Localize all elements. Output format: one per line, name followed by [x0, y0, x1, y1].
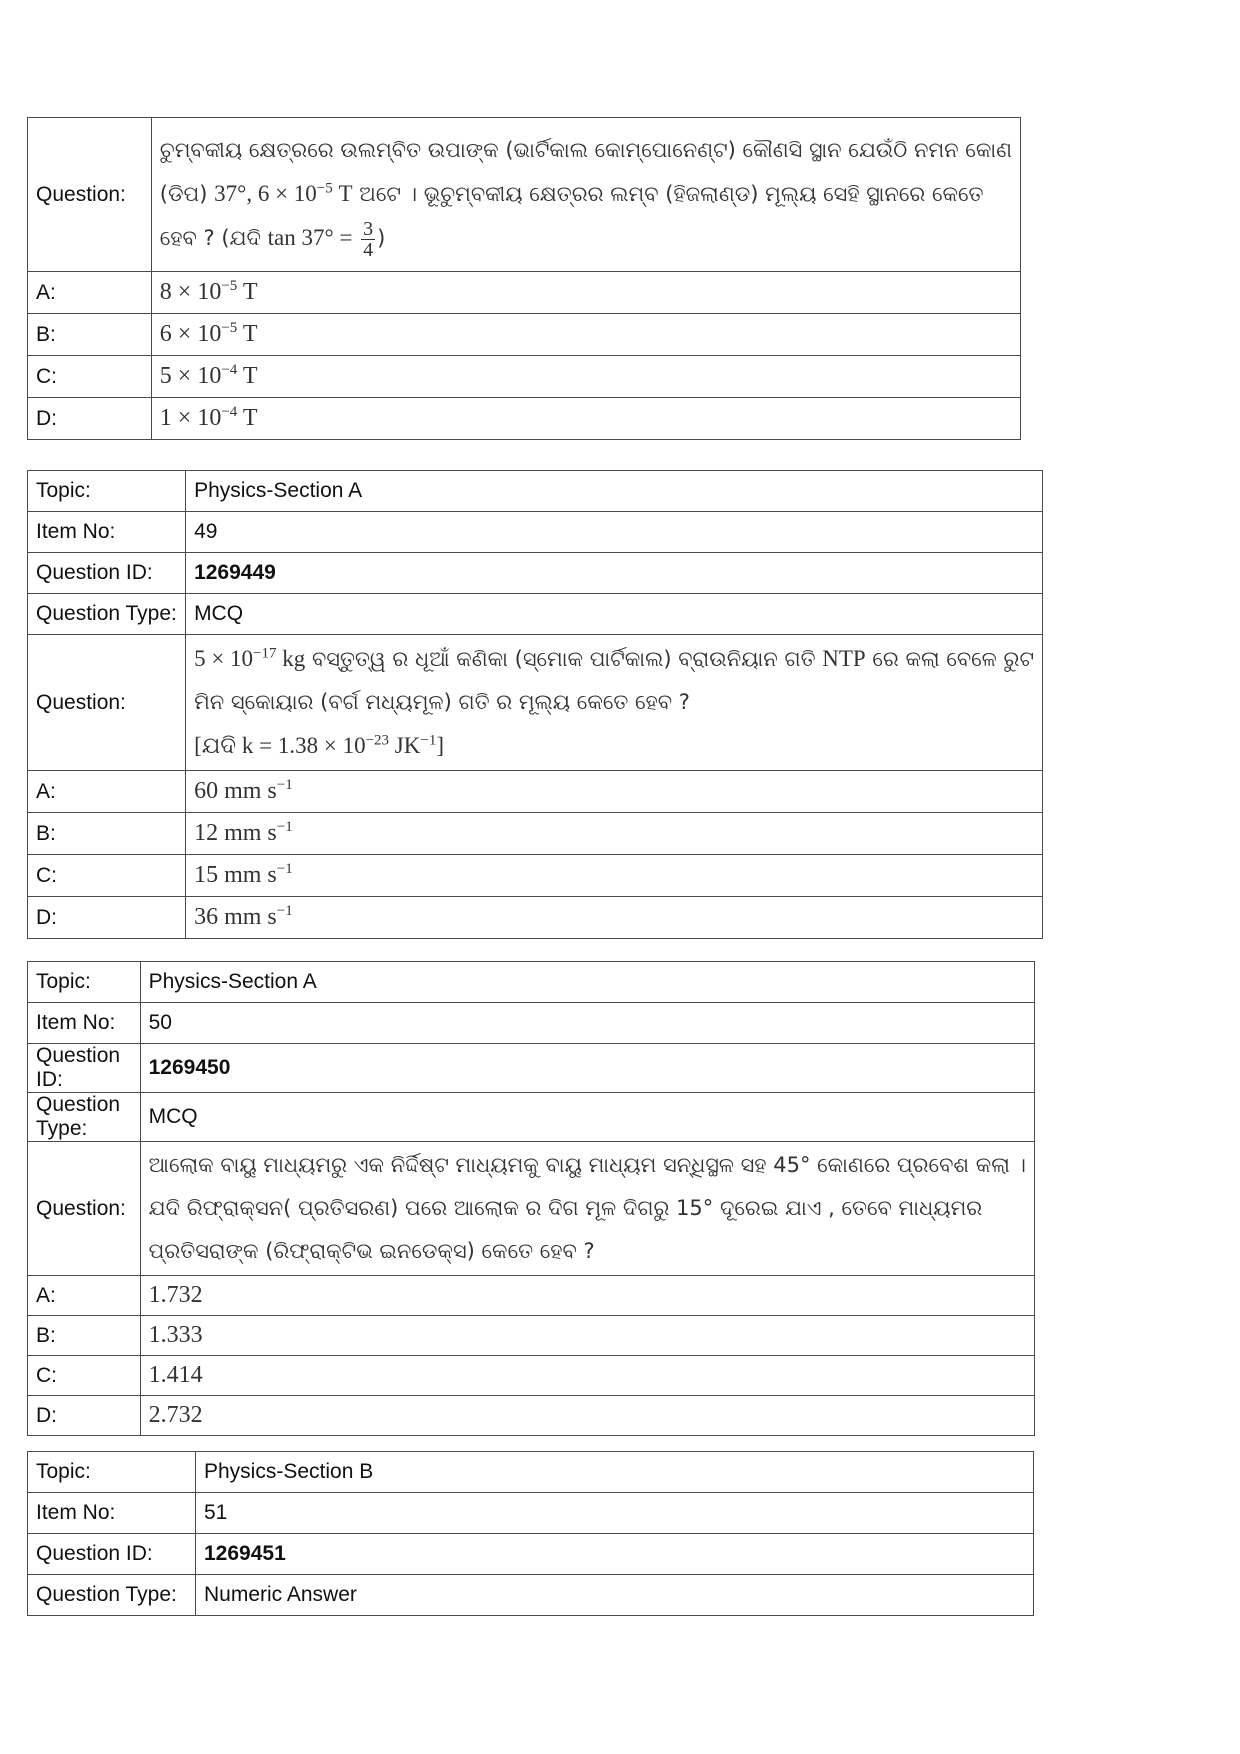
option-a-label: A: [28, 1276, 141, 1316]
question-type-value: MCQ [186, 594, 1043, 635]
option-a-row [28, 771, 1043, 813]
question-table-49 [27, 470, 1043, 939]
option-c-row [28, 1356, 1035, 1396]
option-c-row [28, 356, 1021, 398]
item-no-row [28, 512, 1043, 553]
option-d-value: 2.732 [140, 1396, 1034, 1436]
item-no-label: Item No: [28, 512, 186, 553]
topic-value: Physics-Section A [186, 471, 1043, 512]
item-no-value: 51 [196, 1493, 1034, 1534]
topic-row [28, 962, 1035, 1003]
question-label: Question: [28, 1142, 141, 1276]
topic-label: Topic: [28, 962, 141, 1003]
question-line: ଯଦି ରିଫ୍ରାକ୍ସନ( ପ୍ରତିସରଣ) ପରେ ଆଲୋକ ର ଦିଗ ମୂଳ ଦିଗରୁ 15° ଦୂରେଇ ଯାଏ , ତେବେ ମାଧ୍ୟମର [148, 1196, 983, 1220]
option-b-row [28, 1316, 1035, 1356]
item-no-label: Item No: [28, 1003, 141, 1044]
option-b-value: $6 \times 10^{-5}$ T [151, 314, 1020, 356]
option-a-row [28, 272, 1021, 314]
item-no-row [28, 1493, 1034, 1534]
option-b-value: 1.333 [140, 1316, 1034, 1356]
question-text [151, 118, 1020, 272]
option-c-value: $5 \times 10^{-4}$ T [151, 356, 1020, 398]
option-d-value: $1 \times 10^{-4}$ T [151, 398, 1020, 440]
question-text [140, 1142, 1034, 1276]
question-type-value: Numeric Answer [196, 1575, 1034, 1616]
topic-value: Physics-Section B [196, 1452, 1034, 1493]
topic-label: Topic: [28, 1452, 196, 1493]
question-line: ପ୍ରତିସରାଙ୍କ (ରିଫ୍ରାକ୍ଟିଭ ଇନଡେକ୍ସ) କେତେ ହେବ ? [148, 1239, 595, 1263]
question-id-value: 1269449 [186, 553, 1043, 594]
item-no-label: Item No: [28, 1493, 196, 1534]
option-a-row [28, 1276, 1035, 1316]
option-d-label: D: [28, 897, 186, 939]
question-type-label: Question Type: [28, 594, 186, 635]
option-c-row [28, 855, 1043, 897]
item-no-value: 49 [186, 512, 1043, 553]
option-c-label: C: [28, 855, 186, 897]
question-line: ଆଲୋକ ବାୟୁ ମାଧ୍ୟମରୁ ଏକ ନିର୍ଦ୍ଦିଷ୍ଟ ମାଧ୍ୟମକୁ ବାୟୁ ମାଧ୍ୟମ ସନ୍ଧିସ୍ଥଳ ସହ 45° କୋଣରେ ପ୍ରବେଶ କଲା । [148, 1153, 1026, 1177]
option-c-value: 15 mm $s^{-1}$ [186, 855, 1043, 897]
topic-value: Physics-Section A [140, 962, 1034, 1003]
question-line: ମିନ ସ୍କୋୟାର (ବର୍ଗ ମଧ୍ୟମୂଳ) ଗତି ର ମୂଲ୍ୟ କେତେ ହେବ ? [194, 690, 690, 714]
item-no-value: 50 [140, 1003, 1034, 1044]
fraction-3-4: $\frac{3}{4}$ [363, 217, 374, 261]
question-type-label: Question Type: [28, 1093, 141, 1142]
question-line: ଚୁମ୍ବକୀୟ କ୍ଷେତ୍ରରେ ଉଲମ୍ବିତ ଉପାଙ୍କ (ଭାର୍ଟିକାଲ କୋମ୍ପୋନେଣ୍ଟ) କୌଣସି ସ୍ଥାନ ଯେଉଁଠି ନମନ କୋଣ [159, 138, 1012, 162]
question-table-50 [27, 961, 1035, 1436]
question-row [28, 635, 1043, 771]
option-c-value: 1.414 [140, 1356, 1034, 1396]
topic-row [28, 471, 1043, 512]
question-id-row [28, 1044, 1035, 1093]
option-d-row [28, 897, 1043, 939]
option-d-value: 36 mm $s^{-1}$ [186, 897, 1043, 939]
question-label: Question: [28, 635, 186, 771]
question-type-row [28, 1575, 1034, 1616]
option-d-label: D: [28, 1396, 141, 1436]
question-id-label: Question ID: [28, 1534, 196, 1575]
question-id-label: Question ID: [28, 553, 186, 594]
option-a-value: $8 \times 10^{-5}$ T [151, 272, 1020, 314]
option-d-row [28, 1396, 1035, 1436]
item-no-row [28, 1003, 1035, 1044]
question-id-value: 1269451 [196, 1534, 1034, 1575]
topic-row [28, 1452, 1034, 1493]
question-id-row [28, 553, 1043, 594]
question-table-48 [27, 117, 1021, 440]
question-line: [ଯଦି $k = 1.38 \times 10^{-23}$ $JK^{-1}$] [194, 732, 444, 758]
option-d-row [28, 398, 1021, 440]
question-type-row [28, 1093, 1035, 1142]
option-b-row [28, 314, 1021, 356]
option-c-label: C: [28, 1356, 141, 1396]
question-type-label: Question Type: [28, 1575, 196, 1616]
question-row [28, 1142, 1035, 1276]
question-line: $5 \times 10^{-17}$ kg ବସ୍ତୁତ୍ୱ ର ଧୂଆଁ କଣିକା (ସ୍ମୋକ ପାର୍ଟିକାଲ) ବ୍ରାଉନିୟାନ ଗତି NTP ରେ କଲା ବେଳେ ରୁଟ [194, 645, 1034, 671]
option-c-label: C: [28, 356, 152, 398]
question-text [186, 635, 1043, 771]
question-type-value: MCQ [140, 1093, 1034, 1142]
question-id-value: 1269450 [140, 1044, 1034, 1093]
option-a-value: 60 mm $s^{-1}$ [186, 771, 1043, 813]
question-id-row [28, 1534, 1034, 1575]
option-b-label: B: [28, 314, 152, 356]
question-line: (ଡିପ) 37°, $6 \times 10^{-5}$ T ଅଟେ । ଭୂଚୁମ୍ବକୀୟ କ୍ଷେତ୍ରର ଲମ୍ବ (ହିଜଲାଣ୍ଡ) ମୂଲ୍ୟ ସେହି ସ୍ଥାନରେ କେତେ [159, 180, 984, 206]
question-table-51 [27, 1451, 1034, 1616]
option-b-value: 12 mm $s^{-1}$ [186, 813, 1043, 855]
question-line: ହେବ ? (ଯଦି tan 37° = $\frac{3}{4}$ ) [159, 217, 386, 261]
question-id-label: Question ID: [28, 1044, 141, 1093]
question-row [28, 118, 1021, 272]
question-type-row [28, 594, 1043, 635]
option-b-label: B: [28, 813, 186, 855]
option-b-label: B: [28, 1316, 141, 1356]
option-d-label: D: [28, 398, 152, 440]
option-a-label: A: [28, 771, 186, 813]
option-a-value: 1.732 [140, 1276, 1034, 1316]
topic-label: Topic: [28, 471, 186, 512]
option-b-row [28, 813, 1043, 855]
question-label: Question: [28, 118, 152, 272]
option-a-label: A: [28, 272, 152, 314]
